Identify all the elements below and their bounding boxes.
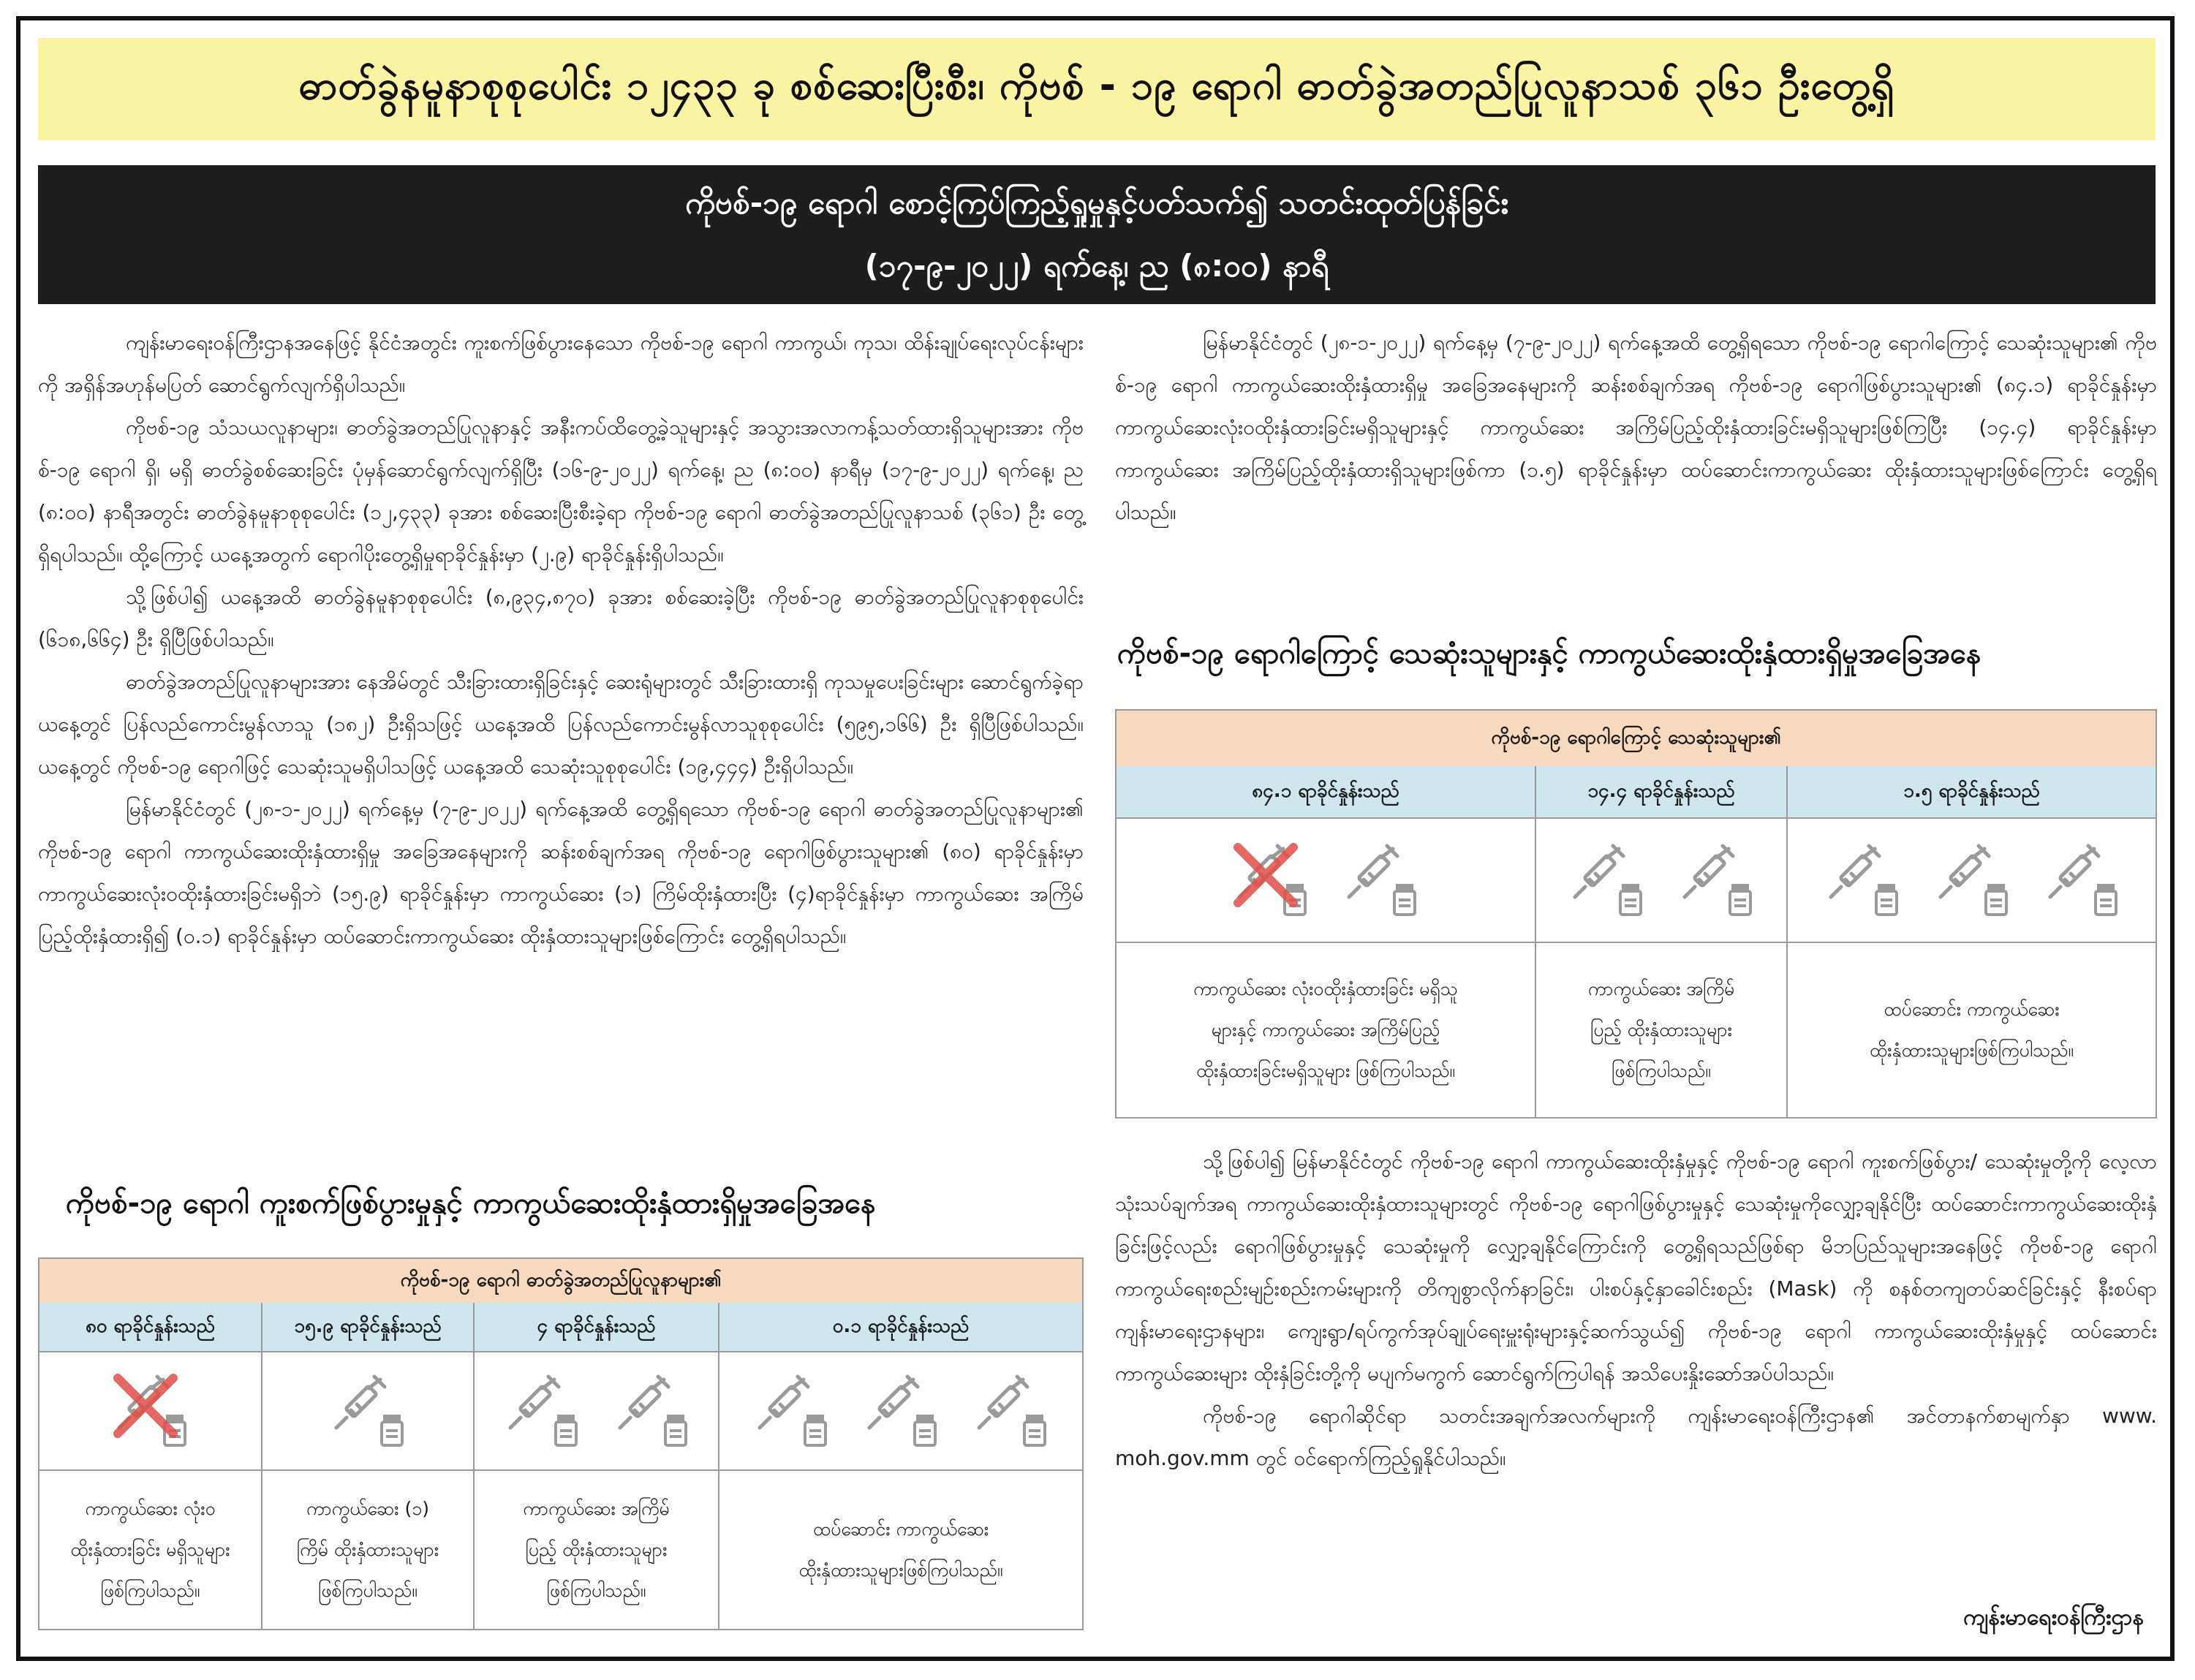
- table-header-cell: ၄ ရာခိုင်နှုန်းသည်: [475, 1303, 719, 1352]
- deaths-section-heading: ကိုဗစ်-၁၉ ရောဂါကြောင့် သေဆုံးသူများနှင့် ကာကွယ်ဆေးထိုးနှံထားရှိမှုအခြေအနေ: [1117, 637, 1981, 670]
- paragraph: သို့ဖြစ်ပါ၍ မြန်မာနိုင်ငံတွင် ကိုဗစ်-၁၉ ရောဂါ ကာကွယ်ဆေးထိုးနှံမှုနှင့် ကိုဗစ်-၁၉ ရောဂါ ကူးစက်ဖြစ်ပွား/ သေဆုံးမှုတို့ကို လေ့လာသုံးသပ်ချက်အရ ကာကွယ်ဆေးထိုးနှံထားသူများတွင် ကိုဗစ်-၁၉ ရောဂါဖြစ်ပွားမှုနှင့် သေဆုံးမှုကိုလျှော့ချနိုင်ပြီး ထပ်ဆောင်းကာကွယ်ဆေးထိုးနှံခြင်းဖြင့်လည်း ရောဂါဖြစ်ပွားမှုနှင့် သေဆုံးမှုကို လျှော့ချနိုင်ကြောင်းကို တွေ့ရှိရသည်ဖြစ်ရာ မိဘပြည်သူများအနေဖြင့် ကိုဗစ်-၁၉ ရောဂါ ကာကွယ်ရေးစည်းမျဉ်းစည်းကမ်းများကို တိကျစွာလိုက်နာခြင်း၊ ပါးစပ်နှင့်နှာခေါင်းစည်း (Mask) ကို စနစ်တကျတပ်ဆင်ခြင်းနှင့် နီးစပ်ရာကျန်းမာရေးဌာနများ၊ ကျေးရွာ/ရပ်ကွက်အုပ်ချုပ်ရေးမှူးရုံးများနှင့်ဆက်သွယ်၍ ကိုဗစ်-၁၉ ရောဂါ ကာကွယ်ဆေးထိုးနှံမှုနှင့် ထပ်ဆောင်းကာကွယ်ဆေးများ ထိုးနှံခြင်းတို့ကို မပျက်မကွက် ဆောင်ရွက်ကြပါရန် အသိပေးနှိုးဆော်အပ်ပါသည်။: [1115, 1149, 2157, 1385]
- bulletin-header: [38, 165, 2156, 304]
- syringe-vial-icon: [502, 1371, 582, 1451]
- table-title: ကိုဗစ်-၁၉ ရောဂါကြောင့် သေဆုံးသူများ၏: [1117, 711, 2156, 768]
- paragraph: မြန်မာနိုင်ငံတွင် (၂၈-၁-၂၀၂၂) ရက်နေ့မှ (၇-၉-၂၀၂၂) ရက်နေ့အထိ တွေ့ရှိရသော ကိုဗစ်-၁၉ ရောဂါကြောင့် သေဆုံးသူများ၏ ကိုဗစ်-၁၉ ရောဂါ ကာကွယ်ဆေးထိုးနှံထားရှိမှု အခြေအနေများကို ဆန်းစစ်ချက်အရ ကိုဗစ်-၁၉ ရောဂါဖြစ်ပွားသူများ၏ (၈၄.၁) ရာခိုင်နှုန်းမှာ ကာကွယ်ဆေးလုံးဝထိုးနှံထားခြင်းမရှိသူများနှင့် ကာကွယ်ဆေး အကြိမ်ပြည့်ထိုးနှံထားခြင်းမရှိသူများဖြစ်ကြပြီး (၁၄.၄) ရာခိုင်နှုန်းမှာ ကာကွယ်ဆေး အကြိမ်ပြည့်ထိုးနှံထားရှိသူများဖြစ်ကာ (၁.၅) ရာခိုင်နှုန်းမှာ ထပ်ဆောင်းကာကွယ်ဆေး ထိုးနှံထားသူများဖြစ်ကြောင်း တွေ့ရှိရပါသည်။: [1115, 330, 2157, 524]
- icon-cell: [1117, 819, 1536, 943]
- icon-cell: [1536, 819, 1788, 943]
- desc-line: ကြိမ် ထိုးနှံထားသူများ: [296, 1539, 439, 1560]
- desc-line: ဖြစ်ကြပါသည်။: [1612, 1060, 1711, 1081]
- desc-line: ဖြစ်ကြပါသည်။: [318, 1580, 418, 1601]
- bulletin-date: (၁၇-၉-၂၀၂၂) ရက်နေ့၊ ည (၈:၀၀) နာရီ: [864, 248, 1329, 284]
- syringe-vial-icon: [861, 1371, 941, 1451]
- table-header-cell: ၀.၁ ရာခိုင်နှုန်းသည်: [719, 1303, 1082, 1352]
- syringe-vial-icon: [328, 1371, 408, 1451]
- syringe-vial-icon: [970, 1371, 1051, 1451]
- paragraph: မြန်မာနိုင်ငံတွင် (၂၈-၁-၂၀၂၂) ရက်နေ့မှ (၇-၉-၂၀၂၂) ရက်နေ့အထိ တွေ့ရှိရသော ကိုဗစ်-၁၉ ရောဂါ ဓာတ်ခွဲအတည်ပြုလူနာများ၏ ကိုဗစ်-၁၉ ရောဂါ ကာကွယ်ဆေးထိုးနှံထားရှိမှု အခြေအနေများကို ဆန်းစစ်ချက်အရ ကိုဗစ်-၁၉ ရောဂါဖြစ်ပွားသူများ၏ (၈၀) ရာခိုင်နှုန်းမှာ ကာကွယ်ဆေးလုံးဝထိုးနှံထားခြင်းမရှိဘဲ (၁၅.၉) ရာခိုင်နှုန်းမှာ ကာကွယ်ဆေး (၁) ကြိမ်ထိုးနှံထားပြီး (၄)ရာခိုင်နှုန်းမှာ ကာကွယ်ဆေး အကြိမ်ပြည့်ထိုးနှံထားရှိ၍ (၀.၁) ရာခိုင်နှုန်းမှာ ထပ်ဆောင်းကာကွယ်ဆေး ထိုးနှံထားသူများဖြစ်ကြောင်း တွေ့ရှိရပါသည်။: [38, 797, 1084, 948]
- icon-cell: [475, 1352, 719, 1471]
- table-icon-row: [1117, 819, 2156, 943]
- signature: ကျန်းမာရေးဝန်ကြီးဌာန: [1963, 1605, 2144, 1630]
- desc-line: ထိုးနှံထားခြင်းမရှိသူများ ဖြစ်ကြပါသည်။: [1195, 1060, 1456, 1081]
- crossed-syringe-icon: [1231, 840, 1311, 920]
- desc-cell: [262, 1471, 475, 1629]
- desc-line: ဖြစ်ကြပါသည်။: [100, 1580, 200, 1601]
- table-header-cell: ၁.၅ ရာခိုင်နှုန်းသည်: [1788, 766, 2156, 819]
- icon-cell: [1788, 819, 2156, 943]
- desc-cell: [1117, 943, 1536, 1117]
- deaths-vaccination-table: [1115, 709, 2157, 1119]
- syringe-vial-icon: [1340, 840, 1421, 920]
- desc-line: ဖြစ်ကြပါသည်။: [546, 1580, 646, 1601]
- syringe-vial-icon: [1822, 840, 1903, 920]
- icon-cell: [262, 1352, 475, 1471]
- desc-line: ကာကွယ်ဆေး အကြိမ်: [1587, 978, 1735, 999]
- paragraph: ဓာတ်ခွဲအတည်ပြုလူနာများအား နေအိမ်တွင် သီးခြားထားရှိခြင်းနှင့် ဆေးရုံများတွင် သီးခြားထားရှိ ကုသမှုပေးခြင်းများ ဆောင်ရွက်ခဲ့ရာ ယနေ့တွင် ပြန်လည်ကောင်းမွန်လာသူ (၁၈၂) ဦးရှိသဖြင့် ယနေ့အထိ ပြန်လည်ကောင်းမွန်လာသူစုစုပေါင်း (၅၉၅,၁၆၆) ဦး ရှိပြီဖြစ်ပါသည်။ ယနေ့တွင် ကိုဗစ်-၁၉ ရောဂါဖြင့် သေဆုံးသူမရှိပါသဖြင့် ယနေ့အထိ သေဆုံးသူစုစုပေါင်း (၁၉,၄၄၄) ဦးရှိပါသည်။: [38, 670, 1084, 779]
- table-header-row: [1117, 766, 2156, 819]
- table-header-cell: ၈၀ ရာခိုင်နှုန်းသည်: [39, 1303, 262, 1352]
- desc-line: များနှင့် ကာကွယ်ဆေး အကြိမ်ပြည့်: [1211, 1019, 1440, 1040]
- desc-line: ကာကွယ်ဆေး (၁): [306, 1498, 430, 1519]
- icon-cell: [39, 1352, 262, 1471]
- desc-cell: [39, 1471, 262, 1629]
- headline-banner: ဓာတ်ခွဲနမူနာစုစုပေါင်း ၁၂၄၃၃ ခု စစ်ဆေးပြီးစီး၊ ကိုဗစ် - ၁၉ ရောဂါ ဓာတ်ခွဲအတည်ပြုလူနာသစ် ၃၆၁ ဦးတွေ့ရှိ: [38, 38, 2156, 140]
- desc-line: ကာကွယ်ဆေး လုံးဝထိုးနှံထားခြင်း မရှိသူ: [1193, 978, 1458, 999]
- icon-cell: [719, 1352, 1082, 1471]
- desc-line: ထိုးနှံထားသူများဖြစ်ကြပါသည်။: [1870, 1040, 2074, 1061]
- desc-cell: [719, 1471, 1082, 1629]
- desc-line: ထိုးနှံထားခြင်း မရှိသူများ: [70, 1539, 230, 1560]
- bulletin-title: ကိုဗစ်-၁၉ ရောဂါ စောင့်ကြပ်ကြည့်ရှုမှုနှင့်ပတ်သက်၍ သတင်းထုတ်ပြန်ခြင်း: [685, 185, 1508, 221]
- right-column-bottom: [1115, 1140, 2157, 1480]
- desc-line: ထပ်ဆောင်း ကာကွယ်ဆေး: [812, 1518, 989, 1540]
- table-header-cell: ၁၄.၄ ရာခိုင်နှုန်းသည်: [1536, 766, 1788, 819]
- desc-cell: [475, 1471, 719, 1629]
- syringe-vial-icon: [1676, 840, 1756, 920]
- desc-cell: [1536, 943, 1788, 1117]
- syringe-vial-icon: [2041, 840, 2122, 920]
- syringe-vial-icon: [611, 1371, 692, 1451]
- paragraph: ကိုဗစ်-၁၉ သံသယလူနာများ၊ ဓာတ်ခွဲအတည်ပြုလူနာနှင့် အနီးကပ်ထိတွေ့ခဲ့သူများနှင့် အသွားအလာကန့်သတ်ထားရှိသူများအား ကိုဗစ်-၁၉ ရောဂါ ရှိ၊ မရှိ ဓာတ်ခွဲစစ်ဆေးခြင်း ပုံမှန်ဆောင်ရွက်လျက်ရှိပြီး (၁၆-၉-၂၀၂၂) ရက်နေ့၊ ည (၈:၀၀) နာရီမှ (၁၇-၉-၂၀၂၂) ရက်နေ့၊ ည (၈:၀၀) နာရီအတွင်း ဓာတ်ခွဲနမူနာစုစုပေါင်း (၁၂,၄၃၃) ခုအား စစ်ဆေးပြီးစီးခဲ့ရာ ကိုဗစ်-၁၉ ရောဂါ ဓာတ်ခွဲအတည်ပြုလူနာသစ် (၃၆၁) ဦး တွေ့ရှိရပါသည်။ ထို့ကြောင့် ယနေ့အတွက် ရောဂါပိုးတွေ့ရှိမှုရာခိုင်နှုန်းမှာ (၂.၉) ရာခိုင်နှုန်းရှိပါသည်။: [38, 415, 1084, 567]
- desc-line: ကာကွယ်ဆေး လုံးဝ: [85, 1498, 216, 1519]
- table-header-cell: ၈၄.၁ ရာခိုင်နှုန်းသည်: [1117, 766, 1536, 819]
- crossed-syringe-icon: [110, 1371, 191, 1451]
- paragraph: သို့ဖြစ်ပါ၍ ယနေ့အထိ ဓာတ်ခွဲနမူနာစုစုပေါင်း (၈,၉၃၄,၈၇၀) ခုအား စစ်ဆေးခဲ့ပြီး ကိုဗစ်-၁၉ ဓာတ်ခွဲအတည်ပြုလူနာစုစုပေါင်း (၆၁၈,၆၆၄) ဦး ရှိပြီဖြစ်ပါသည်။: [38, 585, 1084, 651]
- table-title: ကိုဗစ်-၁၉ ရောဂါ ဓာတ်ခွဲအတည်ပြုလူနာများ၏: [39, 1259, 1082, 1304]
- table-desc-row: [1117, 943, 2156, 1117]
- desc-line: ကာကွယ်ဆေး အကြိမ်: [523, 1498, 670, 1519]
- table-header-row: [39, 1303, 1082, 1352]
- table-desc-row: [39, 1471, 1082, 1629]
- desc-line: ပြည့် ထိုးနှံထားသူများ: [1590, 1019, 1732, 1040]
- infection-vaccination-table: [38, 1257, 1084, 1630]
- left-column: [38, 322, 1084, 958]
- table-header-cell: ၁၅.၉ ရာခိုင်နှုန်းသည်: [262, 1303, 475, 1352]
- syringe-vial-icon: [1932, 840, 2012, 920]
- table-icon-row: [39, 1352, 1082, 1471]
- infection-section-heading: ကိုဗစ်-၁၉ ရောဂါ ကူးစက်ဖြစ်ပွားမှုနှင့် ကာကွယ်ဆေးထိုးနှံထားရှိမှုအခြေအနေ: [66, 1187, 876, 1220]
- paragraph: ကျန်းမာရေးဝန်ကြီးဌာနအနေဖြင့် နိုင်ငံအတွင်း ကူးစက်ဖြစ်ပွားနေသော ကိုဗစ်-၁၉ ရောဂါ ကာကွယ်၊ ကုသ၊ ထိန်းချုပ်ရေးလုပ်ငန်းများကို အရှိန်အဟုန်မပြတ် ဆောင်ရွက်လျက်ရှိပါသည်။: [38, 330, 1084, 397]
- desc-cell: [1788, 943, 2156, 1117]
- right-column-top: [1115, 322, 2157, 534]
- syringe-vial-icon: [751, 1371, 831, 1451]
- desc-line: ထိုးနှံထားသူများဖြစ်ကြပါသည်။: [798, 1559, 1003, 1581]
- desc-line: ပြည့် ထိုးနှံထားသူများ: [525, 1539, 668, 1560]
- desc-line: ထပ်ဆောင်း ကာကွယ်ဆေး: [1884, 999, 2060, 1020]
- paragraph: ကိုဗစ်-၁၉ ရောဂါဆိုင်ရာ သတင်းအချက်အလက်များကို ကျန်းမာရေးဝန်ကြီးဌာန၏ အင်တာနက်စာမျက်နှာ www. moh.gov.mm တွင် ဝင်ရောက်ကြည့်ရှုနိုင်ပါသည်။: [1115, 1404, 2157, 1470]
- syringe-vial-icon: [1566, 840, 1647, 920]
